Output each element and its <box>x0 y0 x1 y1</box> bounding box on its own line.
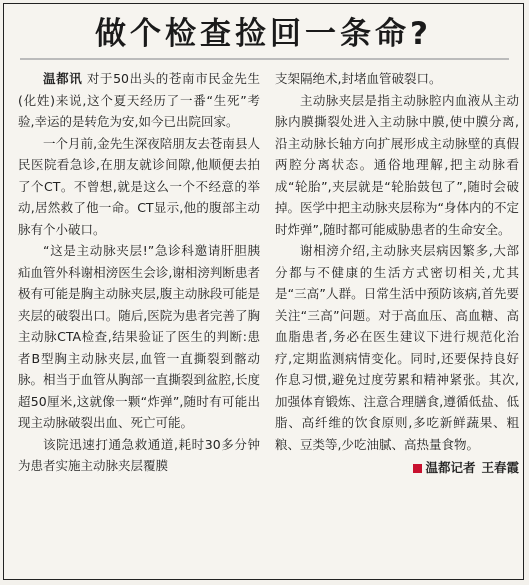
paragraph-1-text: 对于50出头的苍南市民金先生(化姓)来说,这个夏天经历了一番“生死”考验,幸运的是转危为安,如今已出院回家。 <box>18 71 260 129</box>
byline-name: 王春霞 <box>481 460 519 475</box>
headline: 做个检查捡回一条命? <box>95 16 432 52</box>
dateline: 温都讯 <box>43 71 83 86</box>
paragraph-4-continued: 支架隔绝术,封堵血管破裂口。 <box>275 71 442 86</box>
paragraph-1 <box>18 68 260 133</box>
byline <box>275 457 519 479</box>
byline-marker-icon <box>413 464 422 473</box>
right-column <box>275 68 519 479</box>
paragraph-3: “这是主动脉夹层!”急诊科邀请肝胆胰疝血管外科谢相滂医生会诊,谢相滂判断患者极有可能是胸主动脉夹层,腹主动脉段可能是夹层的破裂出口。随后,医院为患者完善了胸主动脉CTA检查,结果验证了医生的判断:患者B型胸主动脉夹层,血管一直撕裂到髂动脉。相当于血管从胸部一直撕裂到盆腔,长度超50厘米,这就像一颗“炸弹”,随时有可能出现主动脉破裂出血、死亡可能。 <box>18 243 260 430</box>
headline-divider <box>20 58 509 60</box>
paragraph-6: 谢相滂介绍,主动脉夹层病因繁多,大部分都与不健康的生活方式密切相关,尤其是“三高”人群。日常生活中预防该病,首先要关注“三高”问题。对于高血压、高血糖、高血脂患者,务必在医生建议下进行规范化治疗,定期监测病情变化。同时,还要保持良好作息习惯,避免过度劳累和精神紧张。其次,加强体育锻炼、注意合理膳食,遵循低盐、低脂、高纤维的饮食原则,多吃新鲜蔬果、粗粮、豆类等,少吃油腻、高热量食物。 <box>275 243 519 452</box>
paragraph-4: 该院迅速打通急救通道,耗时30多分钟为患者实施主动脉夹层覆膜 <box>18 436 260 473</box>
paragraph-5: 主动脉夹层是指主动脉腔内血液从主动脉内膜撕裂处进入主动脉中膜,使中膜分离,沿主动脉长轴方向扩展形成主动脉壁的真假两腔分离状态。通俗地理解,把主动脉看成“轮胎”,夹层就是“轮胎鼓包了”,随时会破掉。医学中把主动脉夹层称为“身体内的不定时炸弹”,随时都可能威胁患者的生命安全。 <box>275 92 519 237</box>
left-column <box>18 68 260 477</box>
paragraph-2: 一个月前,金先生深夜陪朋友去苍南县人民医院看急诊,在朋友就诊间隙,他顺便去拍了个CT。不曾想,就是这么一个不经意的举动,居然救了他一命。CT显示,他的腹部主动脉有个小破口。 <box>18 135 260 237</box>
byline-role: 温都记者 <box>425 460 476 475</box>
